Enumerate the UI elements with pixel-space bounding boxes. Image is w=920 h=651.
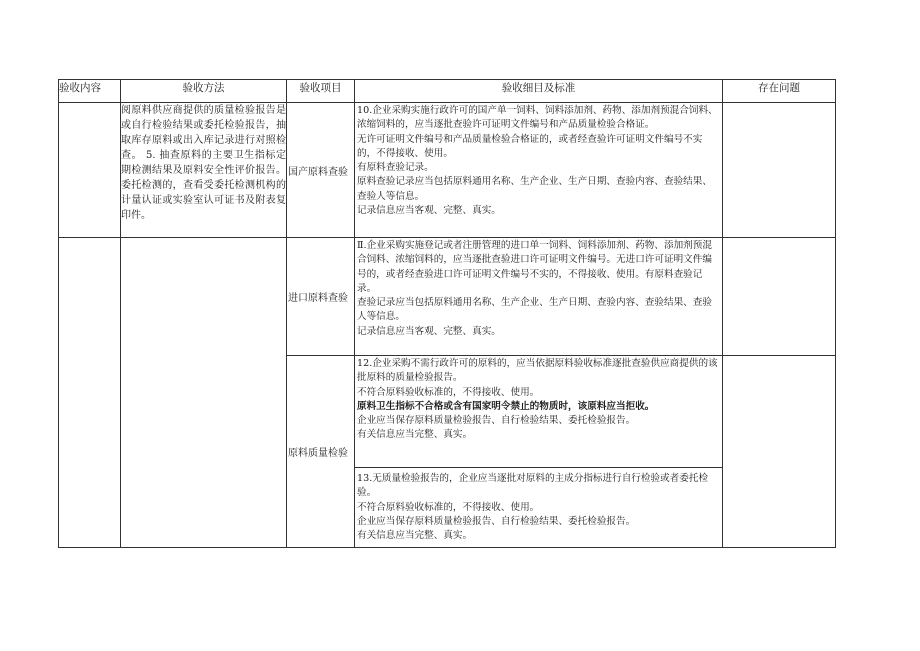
issue-cell: [723, 356, 836, 548]
detail-line: 记录信息应当客观、完整、真实。: [357, 325, 501, 337]
item-cell-import: 进口原料查验: [287, 238, 355, 356]
content-cell: [59, 103, 121, 238]
detail-line: 查验记录应当包括原料通用名称、生产企业、生产日期、查验内容、查验结果、查验人等信息。: [357, 297, 712, 323]
acceptance-table: [58, 79, 836, 548]
method-cell: 阅原料供应商提供的质量检验报告是或自行检验结果或委托检验报告，抽取库存原料或出入库记录进行对照检查。 5. 抽查原料的主要卫生指标定期检测结果及原料安全性评价报告。委托检测的，查看受委托检测机构的计量认证或实验室认可证书及附表复印件。: [121, 103, 287, 238]
header-content: 验收内容: [59, 80, 121, 103]
issue-cell: [723, 103, 836, 238]
header-detail: 验收细目及标准: [355, 80, 723, 103]
detail-line: 13.无质量检验报告的，企业应当逐批对原料的主成分指标进行自行检验或者委托检验。: [357, 473, 709, 499]
detail-cell-quality-b: [355, 468, 723, 548]
detail-line: 企业应当保存原料质量检验报告、自行检验结果、委托检验报告。: [357, 415, 636, 427]
header-issue: 存在问题: [723, 80, 836, 103]
detail-cell-quality-a: [355, 356, 723, 468]
detail-line: 10.企业采购实施行政许可的国产单一饲料、饲料添加剂、药物、添加剂预混合饲料、浓缩饲料的，应当逐批查验许可证明文件编号和产品质量检验合格证。: [357, 105, 718, 131]
detail-line: 无许可证明文件编号和产品质量检验合格证的，或者经查验许可证明文件编号不实的，不得接收、使用。: [357, 133, 703, 159]
content-cell: [59, 238, 121, 548]
detail-line-bold: 原料卫生指标不合格或含有国家明令禁止的物质时，该原料应当拒收。: [357, 400, 655, 412]
detail-line: 有关信息应当完整、真实。: [357, 429, 473, 441]
detail-cell-import: [355, 238, 723, 356]
header-item: 验收项目: [287, 80, 355, 103]
detail-line: 不符合原料验收标准的，不得接收、使用。: [357, 386, 540, 398]
detail-line: Ⅱ.企业采购实施登记或者注册管理的进口单一饲料、饲料添加剂、药物、添加剂预混合饲料、浓缩饲料的，应当逐批查验进口许可证明文件编号。无进口许可证明文件编号的，或者经查验进口许可证明文件编号不实的，不得接收、使用。有原料查验记录。: [357, 240, 712, 294]
table-row: [59, 103, 836, 238]
detail-line: 原料查验记录应当包括原料通用名称、生产企业、生产日期、查验内容、查验结果、查验人等信息。: [357, 176, 712, 202]
header-method: 验收方法: [121, 80, 287, 103]
detail-cell-domestic: [355, 103, 723, 238]
detail-line: 不符合原料验收标准的，不得接收、使用。: [357, 501, 540, 513]
item-cell-quality: 原料质量检验: [287, 356, 355, 548]
detail-line: 记录信息应当客观、完整、真实。: [357, 205, 501, 217]
detail-line: 有关信息应当完整、真实。: [357, 530, 473, 542]
detail-line: 企业应当保存原料质量检验报告、自行检验结果、委托检验报告。: [357, 515, 636, 527]
table-header-row: [59, 80, 836, 103]
method-cell: [121, 238, 287, 548]
detail-line: 12.企业采购不需行政许可的原料的，应当依据原料验收标准逐批查验供应商提供的该批原料的质量检验报告。: [357, 358, 718, 384]
detail-line: 有原料查验记录。: [357, 162, 434, 174]
issue-cell: [723, 238, 836, 356]
table-row: [59, 238, 836, 356]
item-cell-domestic: 国产原料查验: [287, 103, 355, 238]
